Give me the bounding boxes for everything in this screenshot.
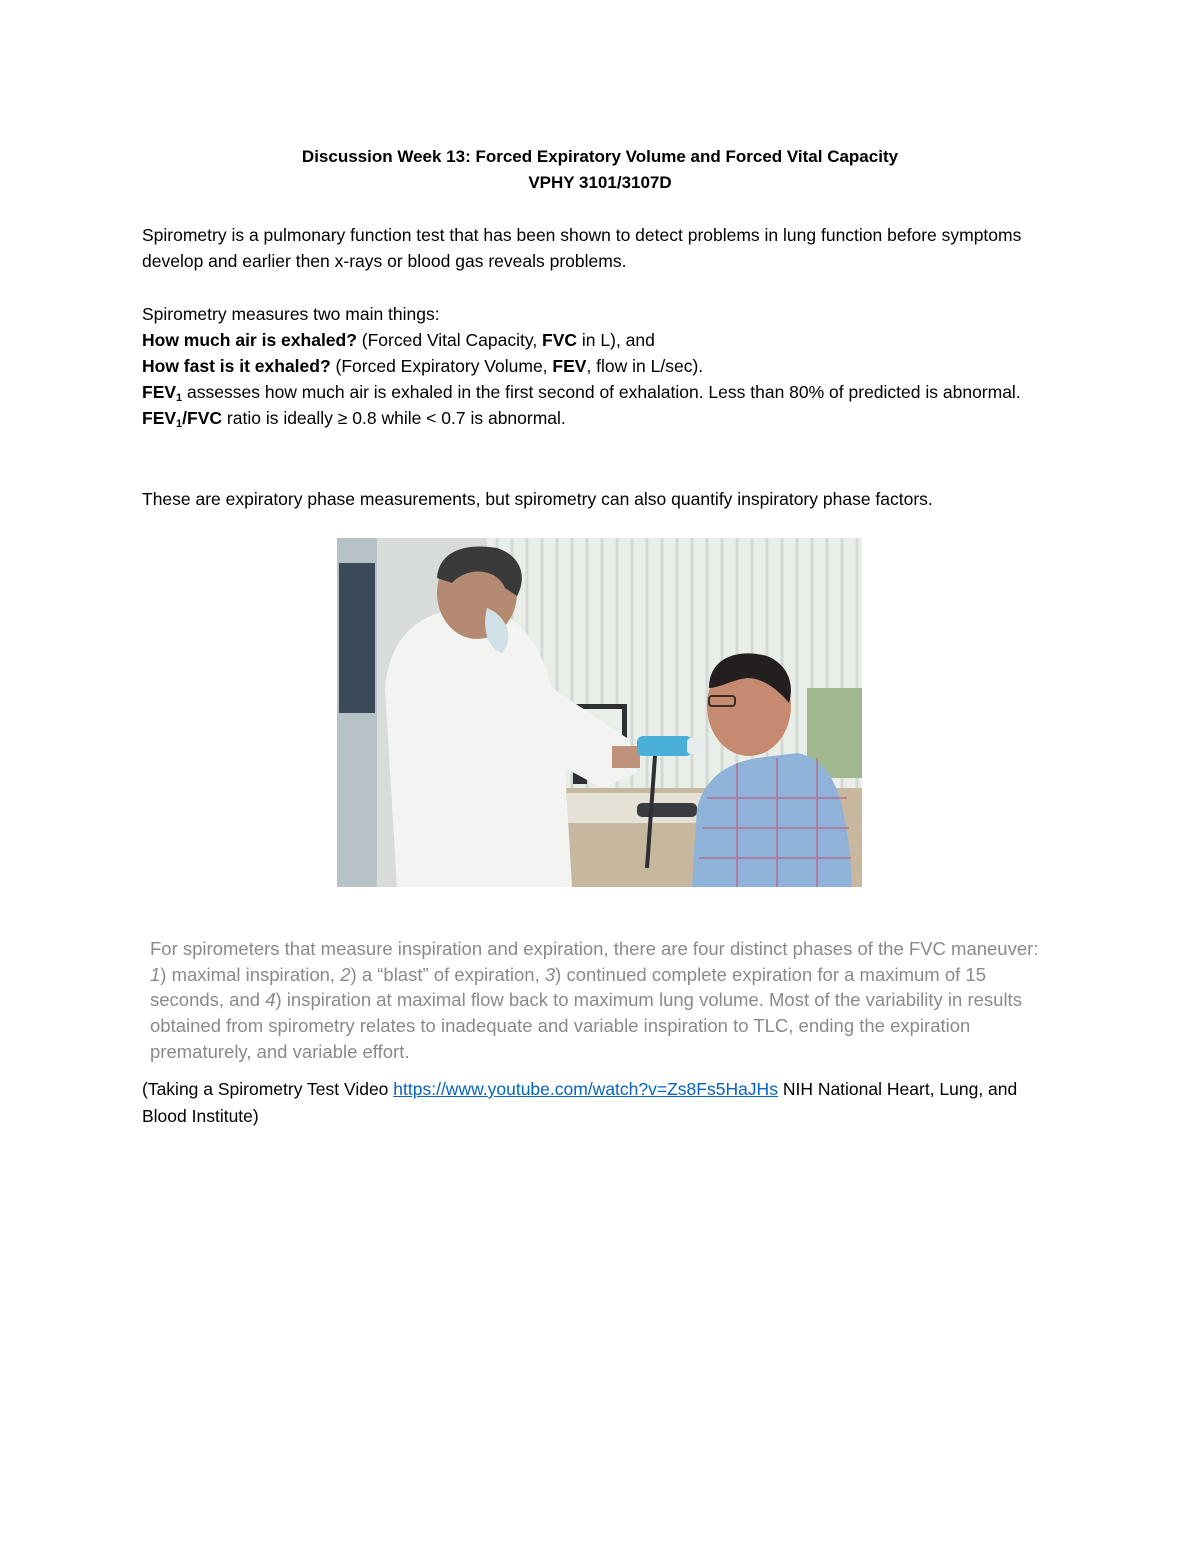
- spirometry-photo-illustration: [337, 538, 862, 887]
- youtube-video-link[interactable]: https://www.youtube.com/watch?v=Zs8Fs5HaJHs: [393, 1079, 778, 1099]
- measures-lead: Spirometry measures two main things:: [142, 304, 440, 324]
- video-reference: (Taking a Spirometry Test Video https://www.youtube.com/watch?v=Zs8Fs5HaJHs NIH National Heart, Lung, and Blood Institute): [142, 1079, 1018, 1126]
- fev1-definition: $FEV_1$ assesses how much air is exhaled in the first second of exhalation. Less than 80% of predicted is abnormal.: [142, 382, 1021, 404]
- measure-volume: How much air is exhaled? (Forced Vital Capacity, FVC in L), and: [142, 330, 655, 350]
- title-line-1: Discussion Week 13: Forced Expiratory Volume and Forced Vital Capacity: [301, 147, 899, 166]
- measure-speed-question: How fast is it exhaled?: [142, 356, 331, 376]
- title-line-2: VPHY 3101/3107D: [528, 173, 672, 192]
- intro-paragraph: Spirometry is a pulmonary function test that has been shown to detect problems in lung function before symptoms develop and earlier then x-rays or blood gas reveals problems.: [142, 225, 1022, 271]
- spirometry-phases-caption: For spirometers that measure inspiration and expiration, there are four distinct phases of the FVC maneuver: 1) maximal inspiration, 2) a “blast” of expiration, 3) continued complete expiration for a maximum of 15 seconds, and 4) inspiration at maximal flow back to maximum lung volume. Most of the variability in results obtained from spirometry relates to inadequate and variable inspiration to TLC, ending the expiration prematurely, and variable effort.: [150, 938, 1039, 1062]
- measure-volume-question: How much air is exhaled?: [142, 330, 357, 350]
- spirometry-test-photo: [337, 538, 862, 887]
- page-title: [0, 144, 1200, 196]
- measures-paragraph: [142, 301, 1062, 431]
- phases-paragraph: These are expiratory phase measurements, but spirometry can also quantify inspiratory phase factors.: [142, 489, 933, 509]
- measure-speed: How fast is it exhaled? (Forced Expiratory Volume, FEV, flow in L/sec).: [142, 356, 704, 376]
- ratio-definition: $FEV_1$/FVC ratio is ideally ≥ 0.8 while < 0.7 is abnormal.: [142, 408, 566, 430]
